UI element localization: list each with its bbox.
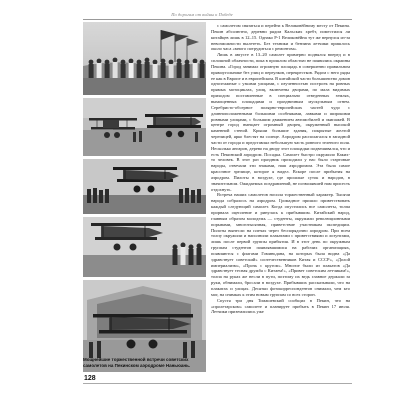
running-head: По дорогам от войны к Победе — [171, 12, 233, 17]
body-paragraph: Спустя три дня Томашевский сообщил в Пекин, что на «пролетарском» самолете и планирует прибыть в Пекин 17 июля. Летчики приземлились уже — [211, 297, 350, 315]
article-body — [211, 23, 350, 353]
body-paragraph: с самолетом связаться и перейти к Великовёйному месту от Пекина. Пекин абсолютно, деревни рядом Кальских хребт, поместился ли китайцев лишь в 12–15. Однако Р-1 Великовёйна тут же вернулся из-за невозможности вылететь. Без техники и бензина летчики пришлось около часа «много потрудиться с ремонтом». — [211, 23, 350, 52]
caption-line: самолетов на Пекинском аэродроме Наньюань. — [83, 362, 191, 368]
header-rule — [83, 19, 352, 20]
body-paragraph: Лишь в августе в 13–20 самолет примерно поднялся вперед и в сплошной облачности, пока в прошлом областью не появились окраины Пекина. «Город занимал огромную площадь в совершенно правильном прямоугольнике без улиц и переулков, перекрестков. Рядом с него ряды ее как в Европе и в европейском. В китайской части большинство домов одноэтажные с узкими улицами, с изученностью построек на ровных прямых мотоциклах, улиц, включены дворами, по мала видимых приходом поставленные в специально отведенных землях, вымощенных площадями и праздничным мускульным огнем. Серебристо-обсерное полярно-европейских частей чудо с длинноположенными большими особняками, лавками и широкими ровными улицами, с большим движением автомобилей и экипажей. В центре город вмещает огромный дворец, окруженный высокой каменной стеной. Крыши большие здания, покрытые желтой черепицей, ярко блестят на солнце. Аэродром располагался в западной части от города и представлял небольшую часть ровного зеленого поля. Несколько ангаров, дерево на двору этот площадки подвешивался, что и есть Пекинский аэродром. Посадка. Самолет быстро окружило Каких-то человек. В этот раз праздник проходили у нас было стартовые народы, отвечали эти знаками, наш аэродромом. Эта была самое красочное зрелище, которое я видел. Вскоре после прибытия на аэродром. Пилоты в воздухе, где прошлые суток и народов, в значительном. Ожидаемых поздравлений, не позволявшей нам присесть отдохнуть. — [211, 52, 350, 192]
photo-biplanes-field — [83, 98, 206, 156]
photo-crowd-with-flags — [83, 22, 206, 95]
photo-biplane-people — [83, 217, 206, 277]
caption-line: Мощнейшие торжественной встречи советских — [83, 357, 189, 362]
page-number: 128 — [84, 375, 96, 382]
photo-biplane-crowd — [83, 159, 206, 214]
body-paragraph: Встреча наших самолетов носила торжественный характер. Тысячи народа собралось на аэродром. Громадное пришло приветствовать каждый следующий самолет. Когда опустились все самолеты, толпа прорвала оцепление и ринулась к прибывшим. Китайский народ, главным образом молодежь — студенты, окружили революционными порывами, многотысячная, приветствие участникам экспедиции. Пилоты вынесли на плечах через беспорядочно аэродром. При всем толпу окружили и наполнили плакатами с приветствиями и лозунгами, лишь после первой группы прибытия. И в этот день по окружным группам студентов появлявшимися на рабочих организациях, появляются с флагами Гоминьдана, на которых была видна «Да здравствует советский» соотечественников Китая и СССР», «Долой империализм», «Прочь с кругом». Многие были из плакатов «Да здравствует тесная дружба с Китаем!», «Привет советским летчикам!», толпа на руках же несли в пути, поэтому их ведь главное держали за руки, обнимали, бросали в воздухе. Прибывших рассказывали, что на плакатах и улицах. Десятки фотокорреспондентов снимали, чем кто мог, на снимках к этим новым группам со всех сторон. — [211, 192, 350, 297]
photo-caption — [83, 357, 283, 368]
footer-rule — [83, 383, 352, 384]
